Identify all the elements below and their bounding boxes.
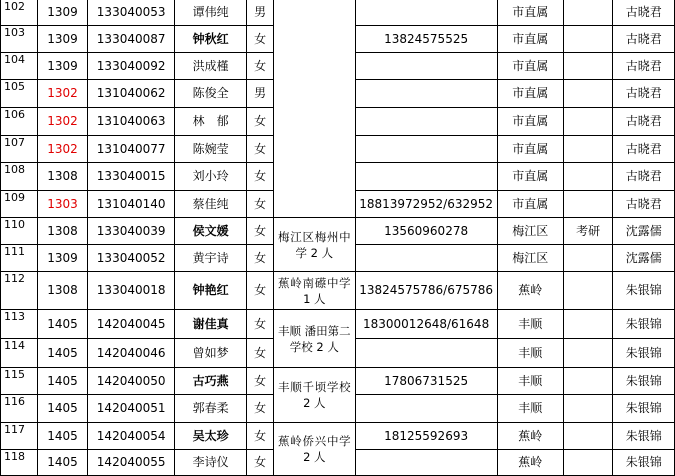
region-cell: 丰顺 <box>497 368 563 395</box>
student-name-cell: 谢佳真 <box>174 310 246 339</box>
student-id-cell: 131040062 <box>88 80 175 108</box>
class-cell: 1405 <box>37 368 88 395</box>
student-name-cell: 陈俊全 <box>174 80 246 108</box>
student-id-cell: 142040050 <box>88 368 175 395</box>
note-cell <box>563 108 612 136</box>
region-cell: 市直属 <box>497 108 563 136</box>
class-cell: 1309 <box>37 245 88 272</box>
placement-school-cell: 蕉岭南礤中学 1 人 <box>273 272 355 310</box>
phone-cell: 18813972952/632952 <box>355 191 497 218</box>
gender-cell: 女 <box>247 163 274 191</box>
phone-cell <box>355 450 497 476</box>
class-cell: 1302 <box>37 80 88 108</box>
phone-cell <box>355 80 497 108</box>
phone-cell <box>355 163 497 191</box>
row-number-cell: 109 <box>1 191 38 218</box>
table-row <box>1 272 675 310</box>
phone-cell <box>355 136 497 163</box>
region-cell: 市直属 <box>497 191 563 218</box>
region-cell: 蕉岭 <box>497 450 563 476</box>
class-cell: 1405 <box>37 423 88 450</box>
teacher-cell: 朱银锦 <box>613 272 675 310</box>
region-cell: 市直属 <box>497 163 563 191</box>
class-cell: 1308 <box>37 163 88 191</box>
teacher-cell: 沈露儒 <box>613 245 675 272</box>
teacher-cell: 古晓君 <box>613 0 675 26</box>
student-name-cell: 侯文媛 <box>174 218 246 245</box>
student-name-cell: 陈婉莹 <box>174 136 246 163</box>
phone-cell <box>355 245 497 272</box>
class-cell: 1303 <box>37 191 88 218</box>
phone-cell <box>355 108 497 136</box>
gender-cell: 女 <box>247 245 274 272</box>
gender-cell: 女 <box>247 395 274 423</box>
class-cell: 1309 <box>37 26 88 53</box>
note-cell <box>563 368 612 395</box>
row-number-cell: 108 <box>1 163 38 191</box>
row-number-cell: 110 <box>1 218 38 245</box>
class-cell: 1405 <box>37 310 88 339</box>
note-cell <box>563 163 612 191</box>
region-cell: 蕉岭 <box>497 272 563 310</box>
region-cell: 梅江区 <box>497 245 563 272</box>
class-cell: 1405 <box>37 339 88 368</box>
note-cell <box>563 310 612 339</box>
table-body <box>1 0 675 476</box>
placement-school-cell: 蕉岭侨兴中学 2 人 <box>273 423 355 476</box>
row-number-cell: 112 <box>1 272 38 310</box>
student-name-cell: 古巧燕 <box>174 368 246 395</box>
student-id-cell: 131040140 <box>88 191 175 218</box>
placement-school-cell: 梅江区梅州中学 2 人 <box>273 218 355 272</box>
class-cell: 1308 <box>37 218 88 245</box>
class-cell: 1308 <box>37 272 88 310</box>
student-id-cell: 142040051 <box>88 395 175 423</box>
note-cell <box>563 191 612 218</box>
note-cell <box>563 450 612 476</box>
class-cell: 1405 <box>37 450 88 476</box>
gender-cell: 女 <box>247 136 274 163</box>
student-name-cell: 钟秋红 <box>174 26 246 53</box>
class-cell: 1302 <box>37 108 88 136</box>
region-cell: 丰顺 <box>497 310 563 339</box>
student-name-cell: 谭伟纯 <box>174 0 246 26</box>
teacher-cell: 朱银锦 <box>613 368 675 395</box>
teacher-cell: 古晓君 <box>613 136 675 163</box>
row-number-cell: 115 <box>1 368 38 395</box>
teacher-cell: 古晓君 <box>613 26 675 53</box>
student-name-cell: 曾如梦 <box>174 339 246 368</box>
row-number-cell: 104 <box>1 53 38 80</box>
row-number-cell: 103 <box>1 26 38 53</box>
region-cell: 市直属 <box>497 53 563 80</box>
class-cell: 1302 <box>37 136 88 163</box>
row-number-cell: 106 <box>1 108 38 136</box>
teacher-cell: 古晓君 <box>613 163 675 191</box>
student-id-cell: 133040087 <box>88 26 175 53</box>
student-name-cell: 李诗仪 <box>174 450 246 476</box>
gender-cell: 女 <box>247 26 274 53</box>
student-name-cell: 钟艳红 <box>174 272 246 310</box>
placement-school-cell: 丰顺千顷学校 2 人 <box>273 368 355 423</box>
gender-cell: 女 <box>247 272 274 310</box>
gender-cell: 女 <box>247 53 274 80</box>
phone-cell: 13560960278 <box>355 218 497 245</box>
gender-cell: 女 <box>247 368 274 395</box>
class-cell: 1309 <box>37 53 88 80</box>
region-cell: 市直属 <box>497 136 563 163</box>
note-cell: 考研 <box>563 218 612 245</box>
phone-cell: 13824575525 <box>355 26 497 53</box>
gender-cell: 女 <box>247 339 274 368</box>
table-row <box>1 310 675 339</box>
gender-cell: 女 <box>247 450 274 476</box>
note-cell <box>563 26 612 53</box>
note-cell <box>563 0 612 26</box>
placement-school-cell: 丰顺 潘田第二学校 2 人 <box>273 310 355 368</box>
region-cell: 市直属 <box>497 26 563 53</box>
teacher-cell: 朱银锦 <box>613 310 675 339</box>
student-id-cell: 133040039 <box>88 218 175 245</box>
phone-cell <box>355 339 497 368</box>
region-cell: 丰顺 <box>497 395 563 423</box>
gender-cell: 女 <box>247 108 274 136</box>
row-number-cell: 105 <box>1 80 38 108</box>
student-id-cell: 133040053 <box>88 0 175 26</box>
teacher-cell: 朱银锦 <box>613 339 675 368</box>
teacher-cell: 古晓君 <box>613 108 675 136</box>
gender-cell: 女 <box>247 423 274 450</box>
note-cell <box>563 395 612 423</box>
table-row <box>1 423 675 450</box>
note-cell <box>563 272 612 310</box>
note-cell <box>563 339 612 368</box>
phone-cell: 13824575786/675786 <box>355 272 497 310</box>
teacher-cell: 朱银锦 <box>613 423 675 450</box>
student-id-cell: 142040045 <box>88 310 175 339</box>
phone-cell <box>355 0 497 26</box>
student-name-cell: 林 郁 <box>174 108 246 136</box>
note-cell <box>563 136 612 163</box>
note-cell <box>563 53 612 80</box>
student-id-cell: 133040092 <box>88 53 175 80</box>
note-cell <box>563 423 612 450</box>
teacher-cell: 沈露儒 <box>613 218 675 245</box>
region-cell: 蕉岭 <box>497 423 563 450</box>
placement-school-cell <box>273 0 355 218</box>
phone-cell: 18125592693 <box>355 423 497 450</box>
gender-cell: 男 <box>247 80 274 108</box>
student-id-cell: 131040077 <box>88 136 175 163</box>
phone-cell: 17806731525 <box>355 368 497 395</box>
student-name-cell: 吴太珍 <box>174 423 246 450</box>
student-id-cell: 142040046 <box>88 339 175 368</box>
row-number-cell: 114 <box>1 339 38 368</box>
region-cell: 丰顺 <box>497 339 563 368</box>
note-cell <box>563 245 612 272</box>
teacher-cell: 古晓君 <box>613 53 675 80</box>
note-cell <box>563 80 612 108</box>
teacher-cell: 朱银锦 <box>613 450 675 476</box>
row-number-cell: 111 <box>1 245 38 272</box>
student-id-cell: 133040018 <box>88 272 175 310</box>
gender-cell: 男 <box>247 0 274 26</box>
teacher-cell: 朱银锦 <box>613 395 675 423</box>
student-id-cell: 142040054 <box>88 423 175 450</box>
phone-cell: 18300012648/61648 <box>355 310 497 339</box>
teacher-cell: 古晓君 <box>613 191 675 218</box>
region-cell: 梅江区 <box>497 218 563 245</box>
region-cell: 市直属 <box>497 80 563 108</box>
student-id-cell: 133040052 <box>88 245 175 272</box>
phone-cell <box>355 395 497 423</box>
row-number-cell: 102 <box>1 0 38 26</box>
table-row <box>1 368 675 395</box>
row-number-cell: 117 <box>1 423 38 450</box>
gender-cell: 女 <box>247 218 274 245</box>
teacher-cell: 古晓君 <box>613 80 675 108</box>
table-row <box>1 0 675 26</box>
row-number-cell: 118 <box>1 450 38 476</box>
row-number-cell: 116 <box>1 395 38 423</box>
gender-cell: 女 <box>247 310 274 339</box>
class-cell: 1309 <box>37 0 88 26</box>
student-name-cell: 黄宇诗 <box>174 245 246 272</box>
student-id-cell: 133040015 <box>88 163 175 191</box>
student-name-cell: 郭春柔 <box>174 395 246 423</box>
table-row <box>1 218 675 245</box>
gender-cell: 女 <box>247 191 274 218</box>
student-name-cell: 蔡佳纯 <box>174 191 246 218</box>
region-cell: 市直属 <box>497 0 563 26</box>
student-name-cell: 洪成槿 <box>174 53 246 80</box>
row-number-cell: 107 <box>1 136 38 163</box>
student-id-cell: 131040063 <box>88 108 175 136</box>
student-name-cell: 刘小玲 <box>174 163 246 191</box>
phone-cell <box>355 53 497 80</box>
class-cell: 1405 <box>37 395 88 423</box>
student-id-cell: 142040055 <box>88 450 175 476</box>
row-number-cell: 113 <box>1 310 38 339</box>
